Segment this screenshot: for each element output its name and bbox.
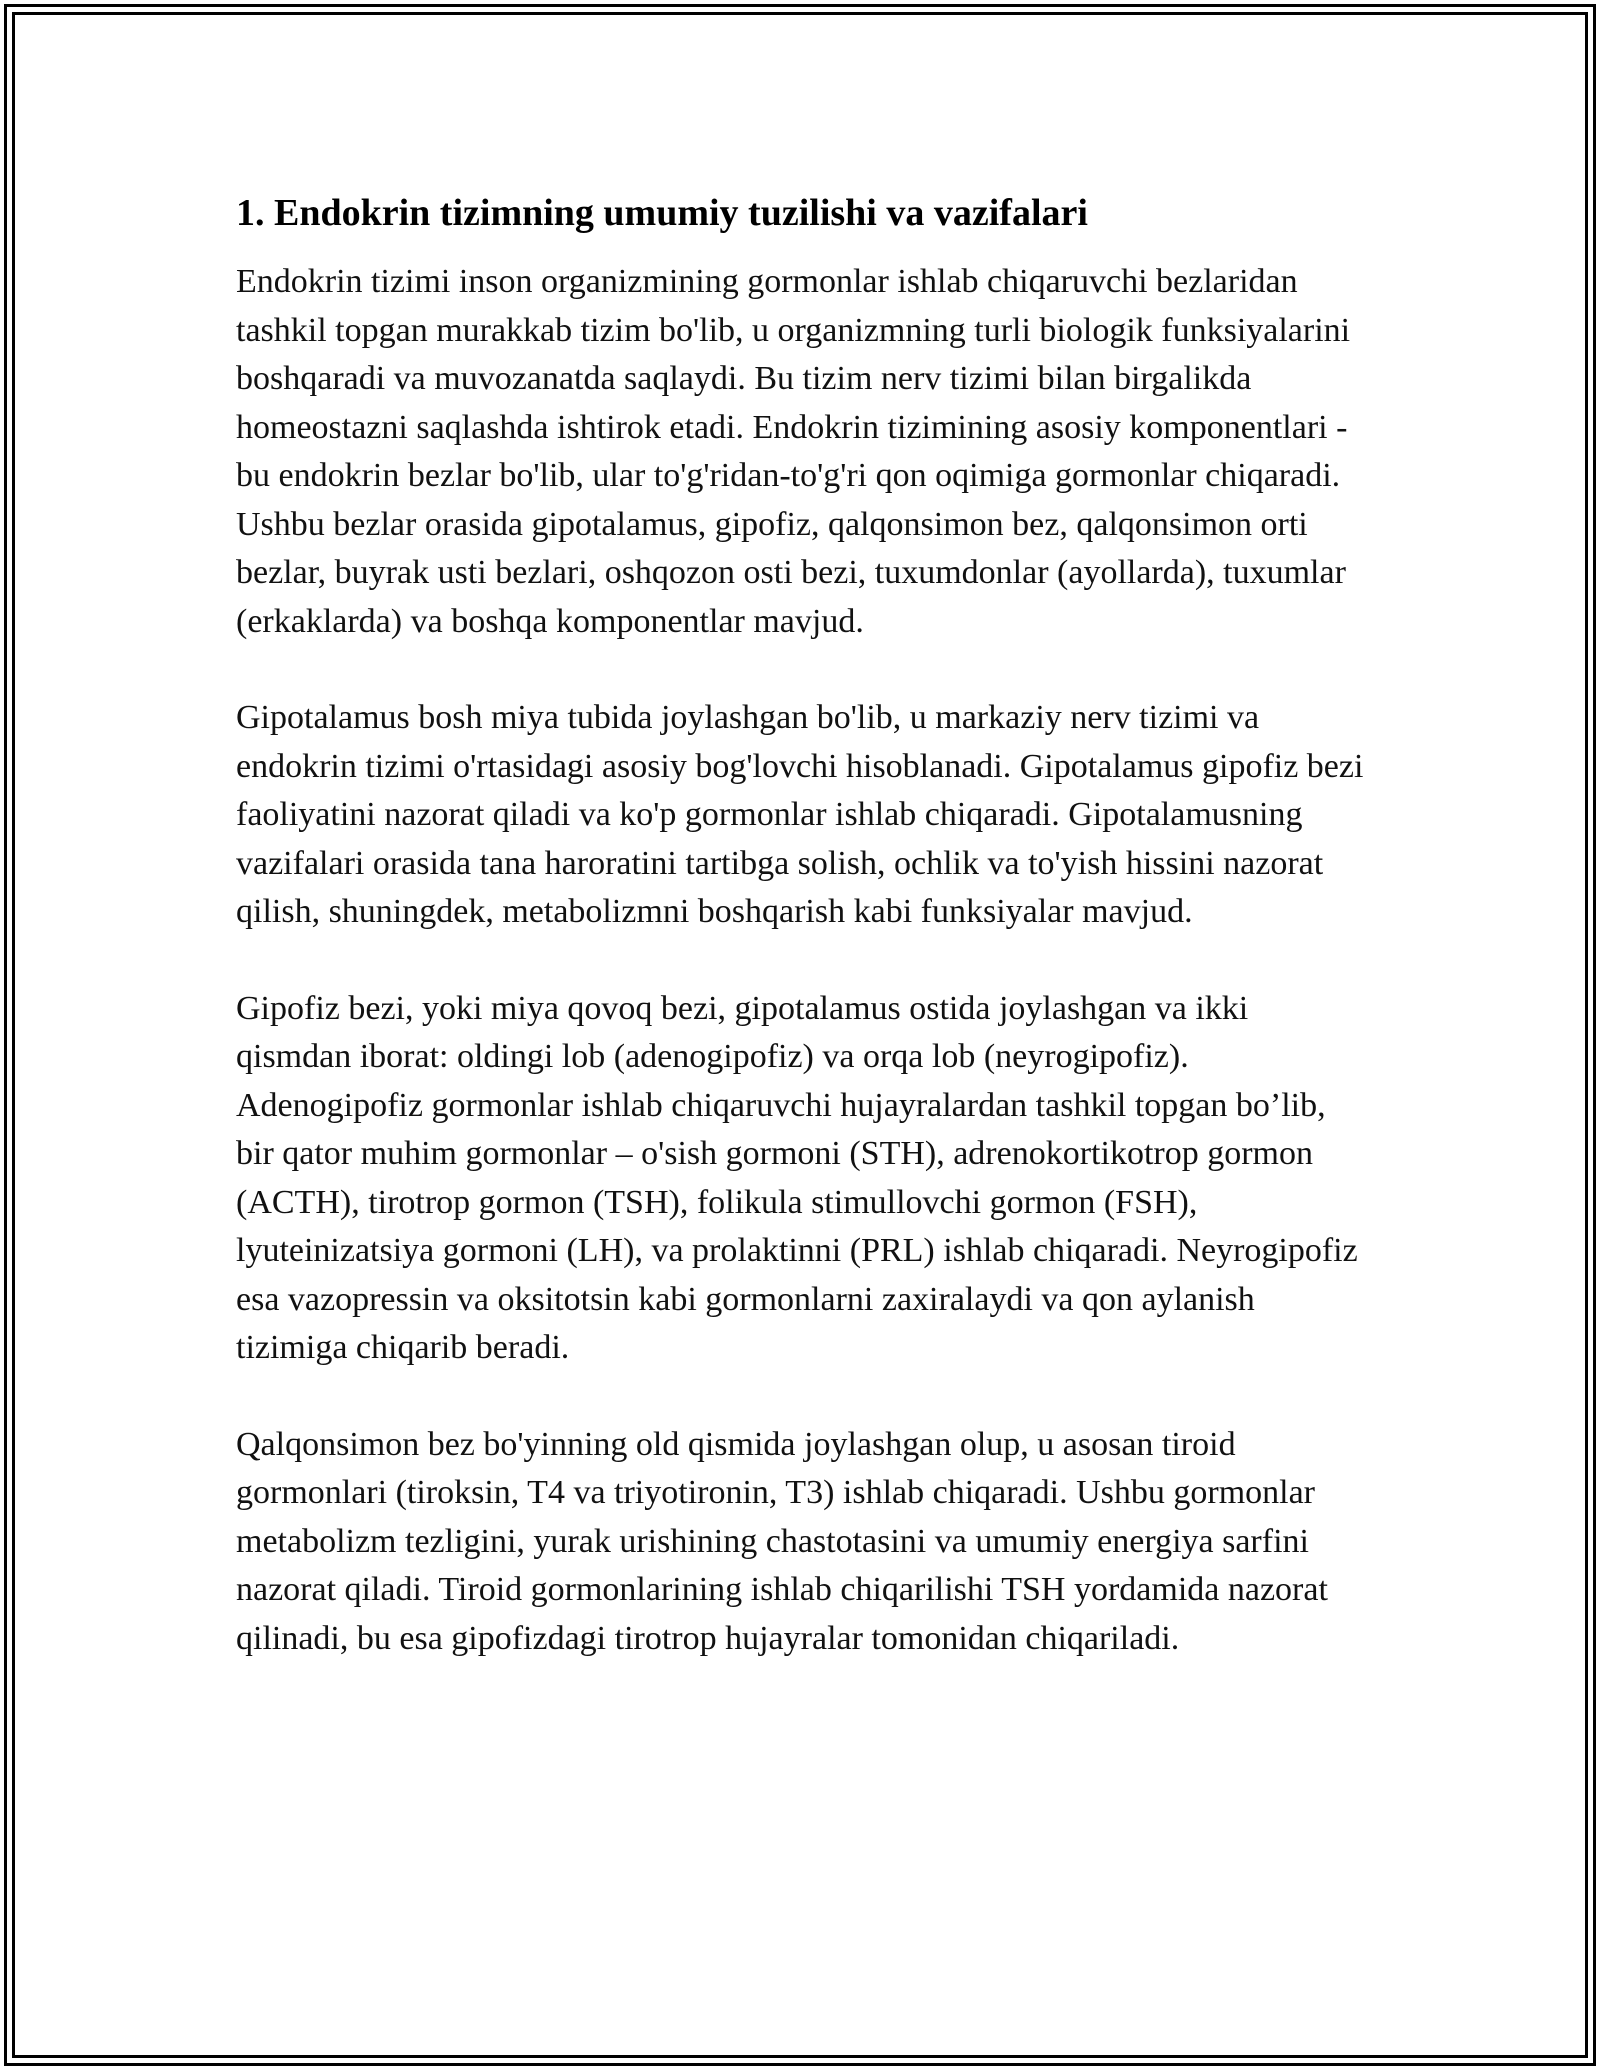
section-heading: 1. Endokrin tizimning umumiy tuzilishi va vazifalari [236, 192, 1088, 234]
document-body [236, 186, 1364, 1711]
paragraph-pituitary: Gipofiz bezi, yoki miya qovoq bezi, gipotalamus ostida joylashgan va ikki qismdan iborat: oldingi lob (adenogipofiz) va orqa lob (neyrogipofiz). Adenogipofiz gormonlar ishlab chiqaruvchi hujayralardan tashkil topgan bo’lib, bir qator muhim gormonlar – o'sish gormoni (STH), adrenokortikotrop gormon (ACTH), tirotrop gormon (TSH), folikula stimullovchi gormon (FSH), lyuteinizatsiya gormoni (LH), va prolaktinni (PRL) ishlab chiqaradi. Neyrogipofiz esa vazopressin va oksitotsin kabi gormonlarni zaxiralaydi va qon aylanish tizimiga chiqarib beradi. [236, 989, 1358, 1366]
paragraph-hypothalamus: Gipotalamus bosh miya tubida joylashgan bo'lib, u markaziy nerv tizimi va endokrin tizimi o'rtasidagi asosiy bog'lovchi hisoblanadi. Gipotalamus gipofiz bezi faoliyatini nazorat qiladi va ko'p gormonlar ishlab chiqaradi. Gipotalamusning vazifalari orasida tana haroratini tartibga solish, ochlik va to'yish hissini nazorat qilish, shuningdek, metabolizmni boshqarish kabi funksiyalar mavjud. [236, 699, 1364, 930]
paragraph-endocrine-overview: Endokrin tizimi inson organizmining gormonlar ishlab chiqaruvchi bezlaridan tashkil topgan murakkab tizim bo'lib, u organizmning turli biologik funksiyalarini boshqaradi va muvozanatda saqlaydi. Bu tizim nerv tizimi bilan birgalikda homeostazni saqlashda ishtirok etadi. Endokrin tizimining asosiy komponentlari - bu endokrin bezlar bo'lib, ular to'g'ridan-to'g'ri qon oqimiga gormonlar chiqaradi. Ushbu bezlar orasida gipotalamus, gipofiz, qalqonsimon bez, qalqonsimon orti bezlar, buyrak usti bezlari, oshqozon osti bezi, tuxumdonlar (ayollarda), tuxumlar (erkaklarda) va boshqa komponentlar mavjud. [236, 263, 1351, 640]
paragraph-thyroid: Qalqonsimon bez bo'yinning old qismida joylashgan olup, u asosan tiroid gormonlari (tiroksin, T4 va triyotironin, T3) ishlab chiqaradi. Ushbu gormonlar metabolizm tezligini, yurak urishining chastotasini va umumiy energiya sarfini nazorat qiladi. Tiroid gormonlarining ishlab chiqarilishi TSH yordamida nazorat qilinadi, bu esa gipofizdagi tirotrop hujayralar tomonidan chiqariladi. [236, 1425, 1328, 1657]
